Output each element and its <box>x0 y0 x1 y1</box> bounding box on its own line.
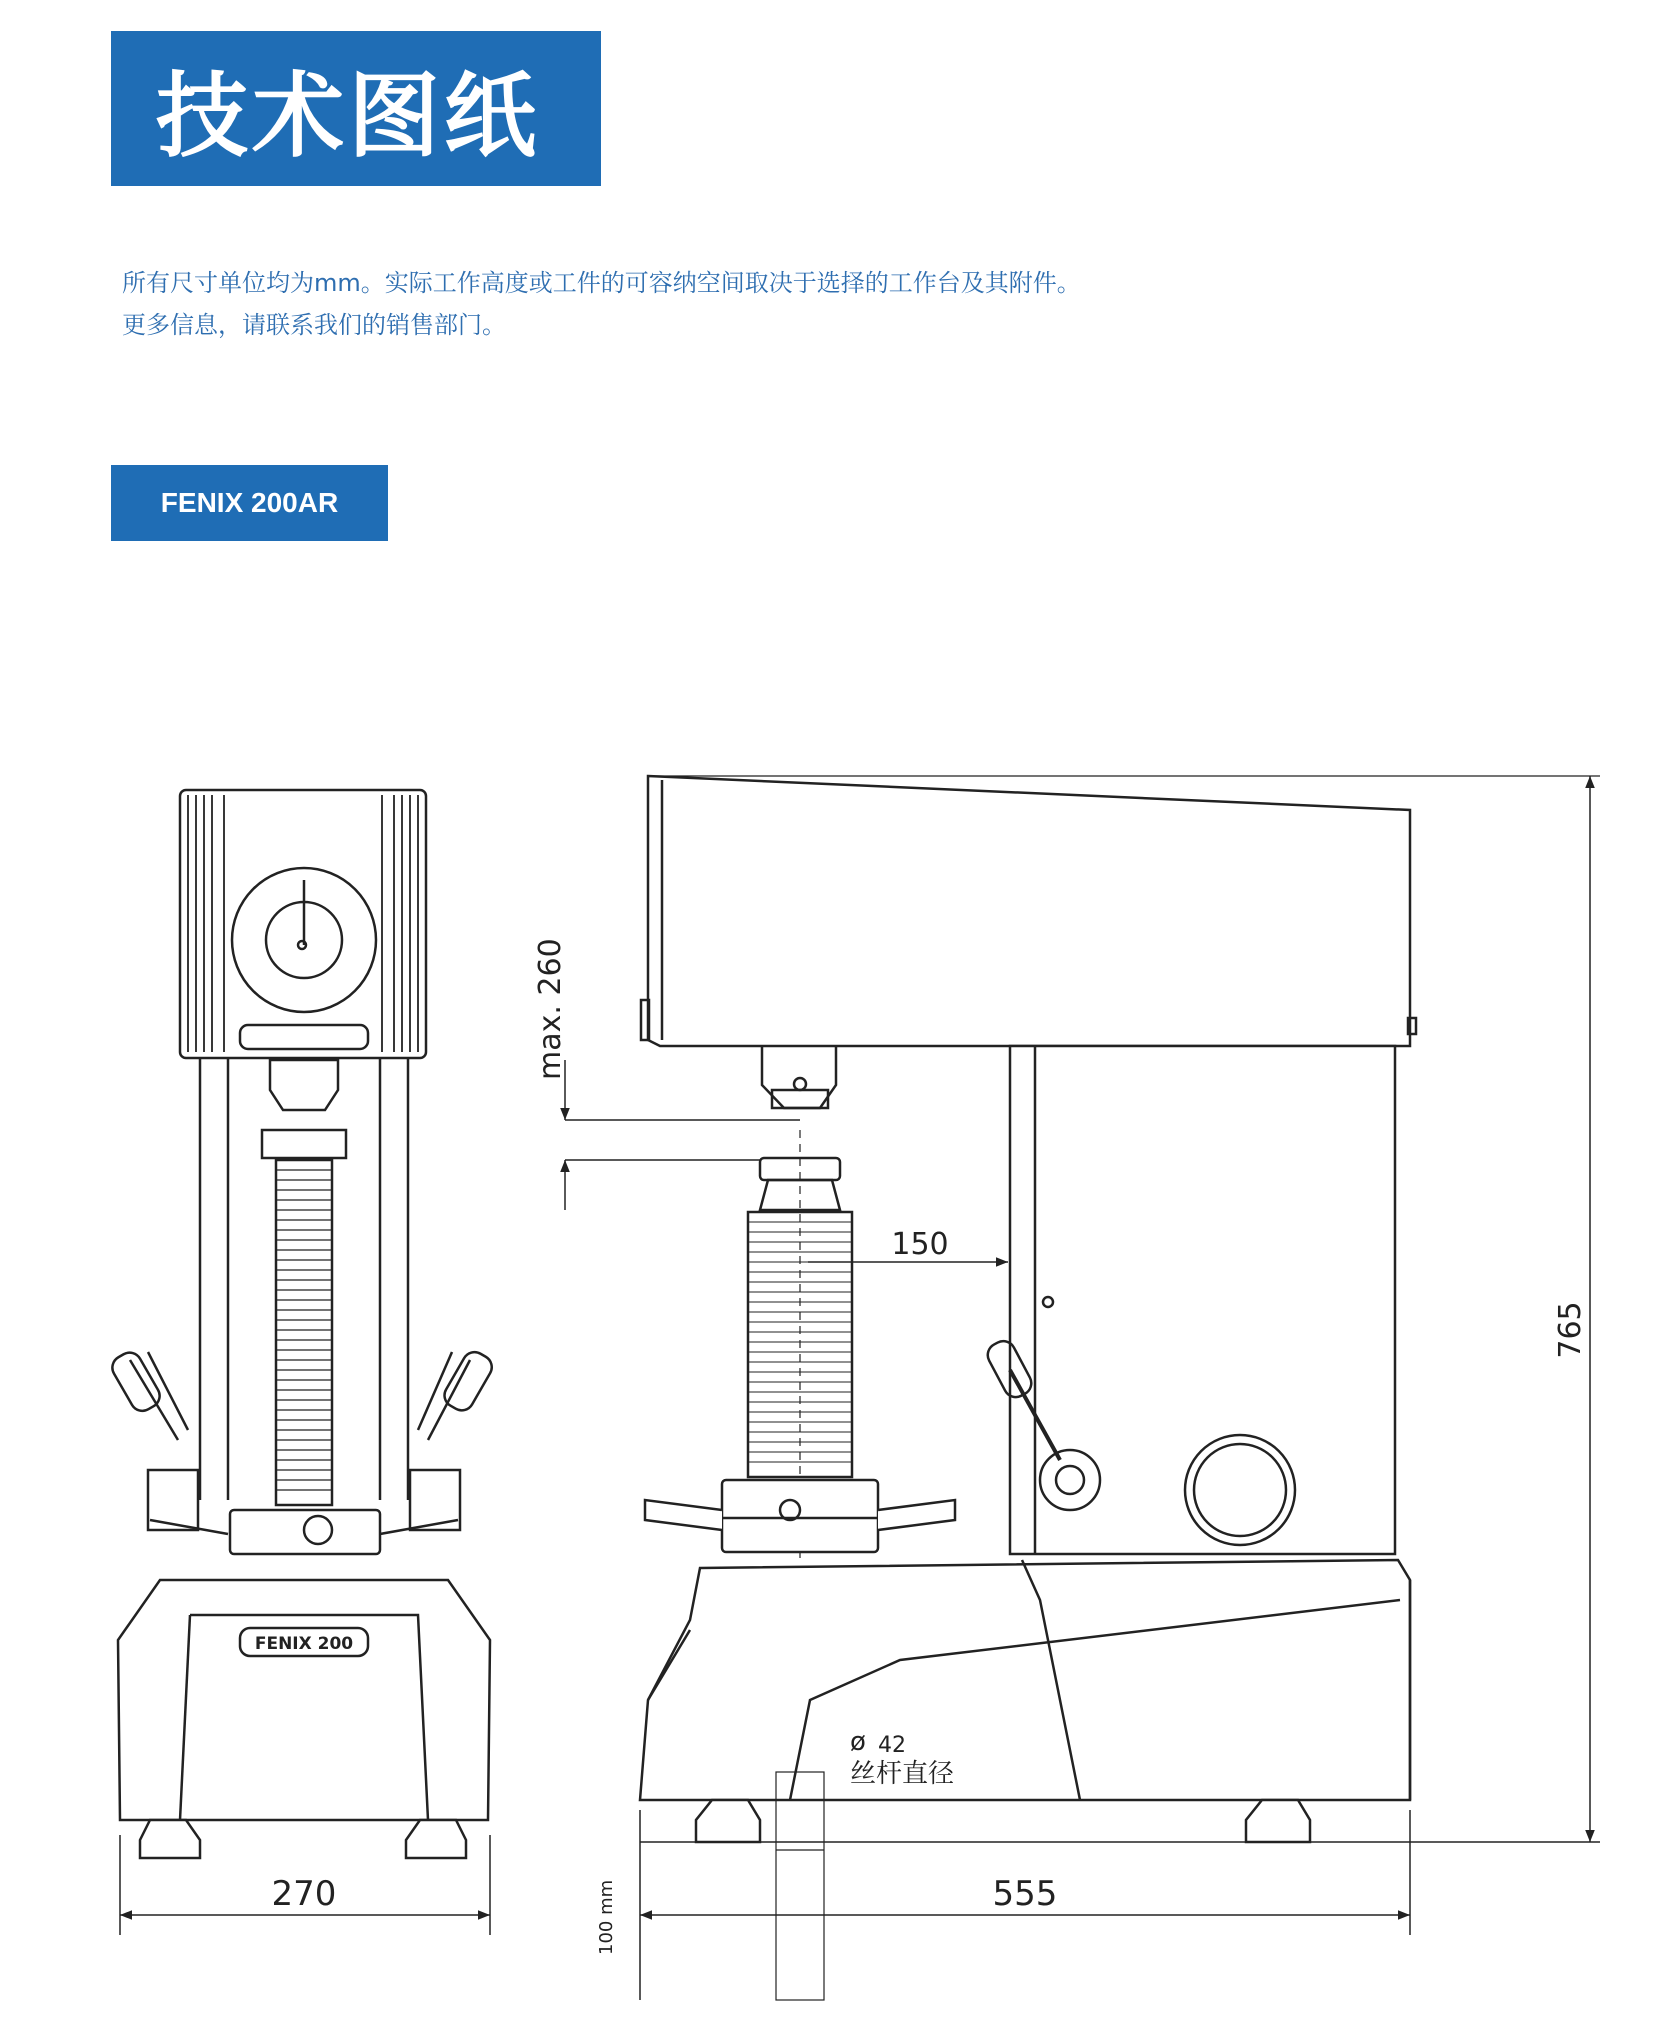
side-view <box>640 776 1600 2000</box>
screw-diameter-label: 丝杆直径 <box>850 1759 955 1789</box>
description-line-1: 所有尺寸单位均为mm。实际工作高度或工件的可容纳空间取决于选择的工作台及其附件。 <box>122 269 1081 297</box>
description-line-2: 更多信息，请联系我们的销售部门。 <box>122 311 506 339</box>
throat-label: 150 <box>891 1227 949 1262</box>
side-head <box>648 776 1410 1046</box>
side-handwheel-arm-right <box>878 1500 955 1530</box>
diameter-symbol: ø <box>850 1727 866 1757</box>
screw-diameter-value: 42 <box>878 1733 906 1758</box>
side-base <box>640 1560 1410 1800</box>
base-label: 100 mm <box>596 1879 617 1955</box>
front-elevating-screw <box>276 1160 332 1505</box>
front-badge-text: FENIX 200 <box>254 1634 354 1654</box>
model-label: FENIX 200AR <box>160 487 339 518</box>
side-handwheel-arm-left <box>645 1500 722 1530</box>
max-height-label: max. 260 <box>533 938 568 1080</box>
front-view <box>108 790 496 1858</box>
depth-label: 555 <box>992 1874 1058 1914</box>
width-label: 270 <box>271 1874 337 1914</box>
height-label: 765 <box>1553 1301 1588 1359</box>
screw-pocket <box>776 1772 824 2000</box>
page-title: 技术图纸 <box>156 62 541 170</box>
side-column <box>1010 1046 1395 1554</box>
